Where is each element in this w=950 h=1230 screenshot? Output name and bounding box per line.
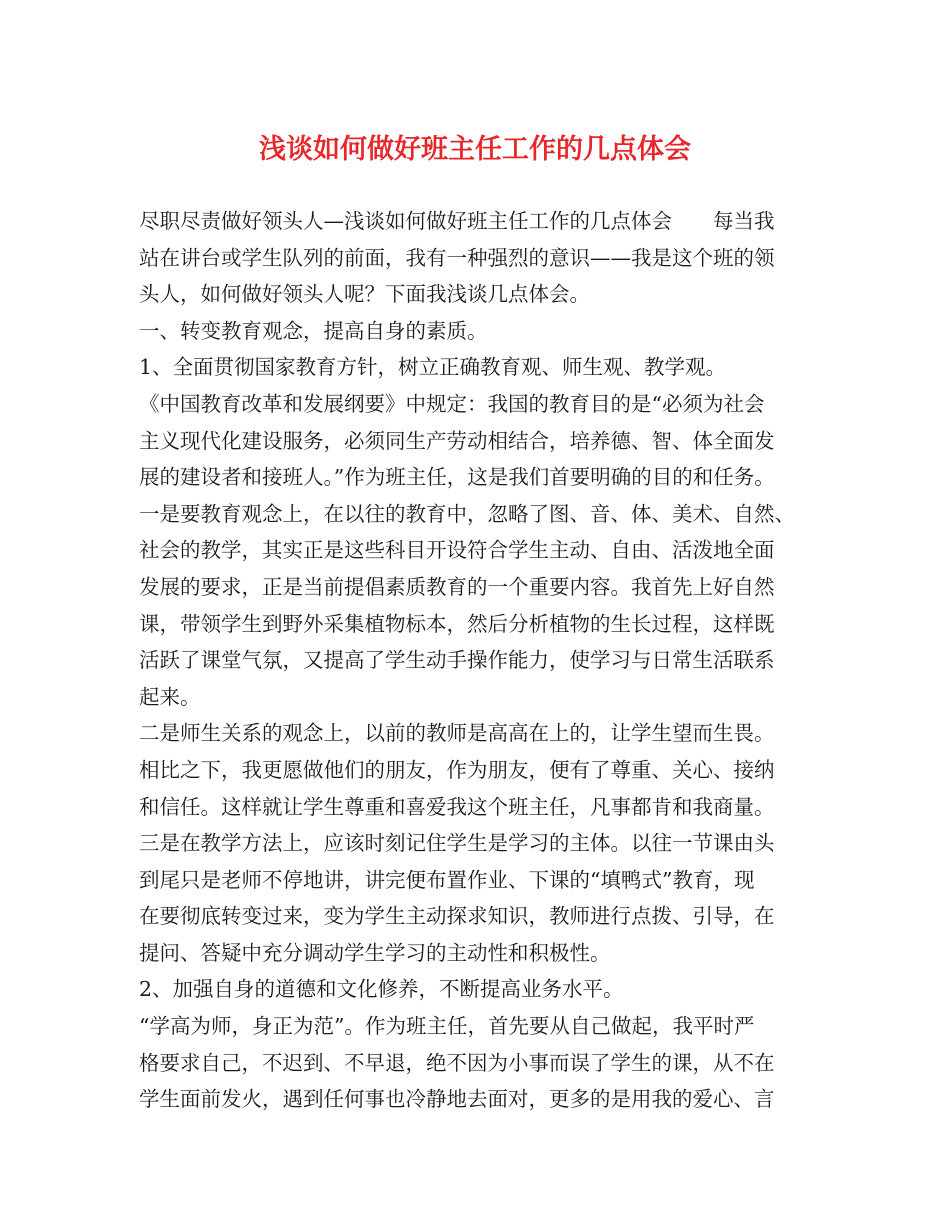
body-line: 三是在教学方法上，应该时刻记住学生是学习的主体。以往一节课由头 [139,831,775,856]
body-line: 1、全面贯彻国家教育方针，树立正确教育观、师生观、教学观。 [139,355,727,380]
body-line: 课，带领学生到野外采集植物标本，然后分析植物的生长过程，这样既 [139,611,775,636]
body-line: 站在讲台或学生队列的前面，我有一种强烈的意识——我是这个班的领 [139,245,775,270]
body-line: 《中国教育改革和发展纲要》中规定：我国的教育目的是“必须为社会 [139,391,765,416]
body-line: 相比之下，我更愿做他们的朋友，作为朋友，便有了尊重、关心、接纳 [139,757,775,782]
body-line: 社会的教学，其实正是这些科目开设符合学生主动、自由、活泼地全面 [139,538,775,563]
body-line: 到尾只是老师不停地讲，讲完便布置作业、下课的“填鸭式”教育，现 [139,867,755,892]
body-line: 学生面前发火，遇到任何事也冷静地去面对，更多的是用我的爱心、言 [139,1087,775,1112]
body-line: 2、加强自身的道德和文化修养，不断提高业务水平。 [139,977,624,1002]
body-line: 在要彻底转变过来，变为学生主动探求知识，教师进行点拨、引导，在 [139,904,775,929]
body-line: 格要求自己，不迟到、不早退，绝不因为小事而误了学生的课，从不在 [139,1050,775,1075]
body-line: “学高为师，身正为范”。作为班主任，首先要从自己做起，我平时严 [139,1014,755,1039]
body-line: 一、转变教育观念，提高自身的素质。 [139,318,488,343]
body-line: 发展的要求，正是当前提倡素质教育的一个重要内容。我首先上好自然 [139,574,775,599]
body-line: 展的建设者和接班人。”作为班主任，这是我们首要明确的目的和任务。 [139,465,775,490]
body-line: 活跃了课堂气氛，又提高了学生动手操作能力，使学习与日常生活联系 [139,648,775,673]
body-line: 一是要教育观念上，在以往的教育中，忽略了图、音、体、美术、自然、 [139,501,795,526]
document-title: 浅谈如何做好班主任工作的几点体会 [259,134,691,165]
body-line: 和信任。这样就让学生尊重和喜爱我这个班主任，凡事都肯和我商量。 [139,794,775,819]
document-body [139,203,819,1118]
body-line: 主义现代化建设服务，必须同生产劳动相结合，培养德、智、体全面发 [139,428,775,453]
body-line: 起来。 [139,684,201,709]
body-line: 提问、答疑中充分调动学生学习的主动性和积极性。 [139,940,611,965]
body-line: 二是师生关系的观念上，以前的教师是高高在上的，让学生望而生畏。 [139,721,775,746]
body-line: 头人，如何做好领头人呢？下面我浅谈几点体会。 [139,282,590,307]
body-line: 尽职尽责做好领头人—浅谈如何做好班主任工作的几点体会 每当我 [139,209,775,233]
